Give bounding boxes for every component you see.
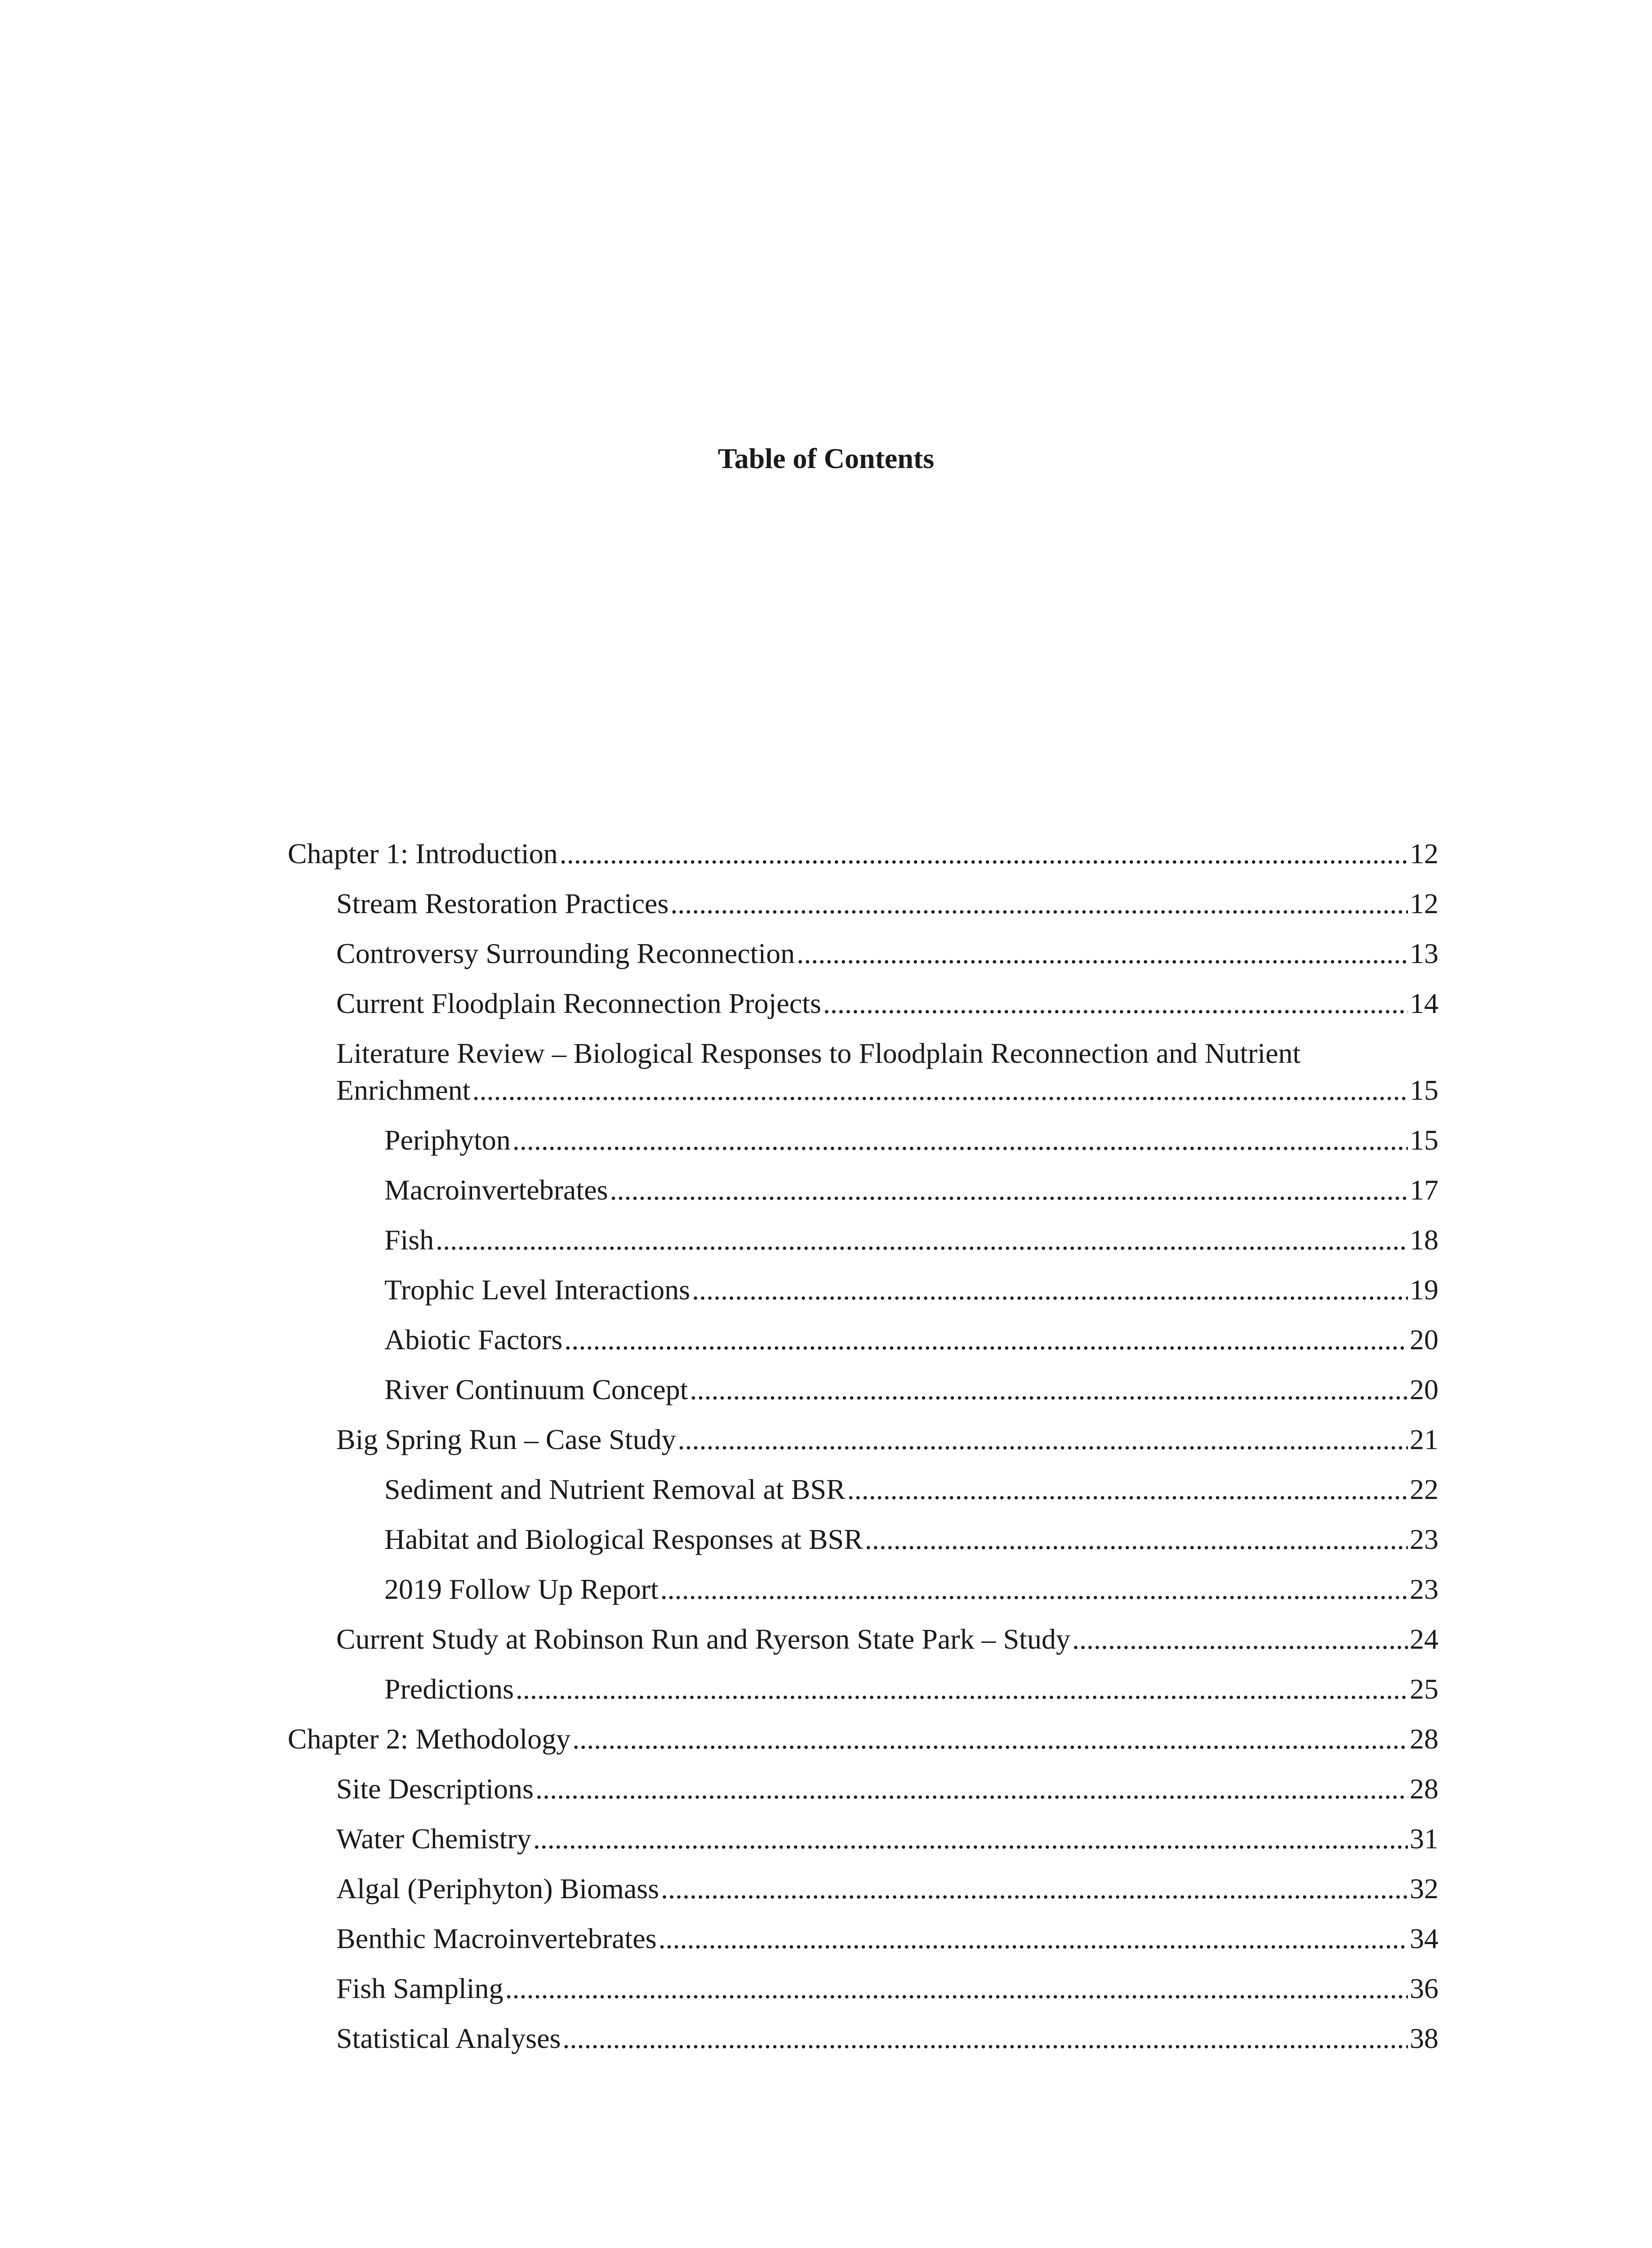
toc-entry-label-line1: Literature Review – Biological Responses to Floodplain Reconnection and Nutrient [336,1037,1301,1069]
toc-entry-page-number: 17 [1410,1174,1438,1206]
toc-entry-label: Chapter 1: Introduction [288,838,558,870]
dot-leader [533,1820,1408,1857]
dot-leader [560,835,1408,872]
dot-leader [661,1870,1408,1907]
toc-entry-label: Chapter 2: Methodology [288,1723,571,1755]
toc-entry-label: Predictions [384,1673,514,1705]
toc-entry-label: Fish [384,1224,434,1256]
toc-entry-line [336,1870,1438,1907]
toc-entry-page-number: 23 [1410,1523,1438,1555]
toc-entry-line [288,1721,1438,1757]
toc-entry[interactable] [288,1172,1438,1209]
toc-entry-label: Habitat and Biological Responses at BSR [384,1523,863,1555]
toc-entry-label: Abiotic Factors [384,1324,563,1356]
toc-entry[interactable] [288,1371,1438,1408]
dot-leader [678,1421,1408,1458]
toc-entry[interactable] [288,1471,1438,1508]
dot-leader [472,1072,1408,1109]
toc-entry-page-number: 21 [1410,1423,1438,1455]
toc-entry-page-number: 32 [1410,1873,1438,1905]
dot-leader [865,1521,1408,1558]
dot-leader [692,1271,1408,1308]
toc-entry-page-number: 38 [1410,2022,1438,2054]
dot-leader [512,1122,1408,1159]
toc-entry[interactable] [288,1671,1438,1708]
toc-entry[interactable] [288,985,1438,1022]
toc-entry[interactable] [288,1521,1438,1558]
toc-entry-label: Big Spring Run – Case Study [336,1423,676,1455]
toc-entry-label: Stream Restoration Practices [336,888,669,919]
toc-entry-label: Fish Sampling [336,1972,503,2004]
dot-leader [659,1920,1408,1957]
toc-entry-page-number: 13 [1410,937,1438,969]
toc-entry[interactable] [288,835,1438,872]
toc-entry-label: Benthic Macroinvertebrates [336,1922,657,1954]
toc-entry-label: Periphyton [384,1124,511,1156]
toc-entry-page-number: 34 [1410,1922,1438,1954]
toc-entry-label: Site Descriptions [336,1773,534,1805]
toc-entry-page-number: 23 [1410,1573,1438,1605]
toc-entry-page-number: 20 [1410,1374,1438,1405]
toc-entry-line [384,1271,1438,1308]
dot-leader [572,1721,1408,1757]
toc-entry-line [384,1671,1438,1708]
toc-entry-line [384,1122,1438,1159]
toc-entry[interactable] [288,2020,1438,2057]
toc-entry-page-number: 28 [1410,1773,1438,1805]
toc-entry[interactable] [288,885,1438,922]
toc-entry-line [336,1421,1438,1458]
toc-entry-page-number: 20 [1410,1324,1438,1356]
dot-leader [660,1571,1408,1608]
dot-leader [535,1771,1408,1807]
toc-entry[interactable] [288,1621,1438,1658]
toc-entry-line [288,835,1438,872]
toc-entry-label: 2019 Follow Up Report [384,1573,659,1605]
toc-entry[interactable] [288,1771,1438,1807]
toc-entry-line [336,1771,1438,1807]
toc-entry[interactable] [288,1271,1438,1308]
toc-entry-label: Enrichment [336,1074,471,1106]
toc-entry-line [336,1621,1438,1658]
toc-entry-label: Statistical Analyses [336,2022,561,2054]
toc-entry[interactable] [288,1820,1438,1857]
toc-entry-label: Trophic Level Interactions [384,1274,690,1306]
toc-entry-page-number: 18 [1410,1224,1438,1256]
toc-entry[interactable] [288,1222,1438,1258]
toc-entry-page-number: 15 [1410,1074,1438,1106]
toc-entry-page-number: 12 [1410,838,1438,870]
dot-leader [1072,1621,1408,1658]
dot-leader [563,2020,1408,2057]
toc-entry-line [336,2020,1438,2057]
toc-entry-label: Current Floodplain Reconnection Projects [336,987,821,1019]
toc-entry-line [336,1920,1438,1957]
toc-entry-line [384,1471,1438,1508]
dot-leader [436,1222,1408,1258]
toc-entry-label: Controversy Surrounding Reconnection [336,937,795,969]
toc-entry-line [384,1172,1438,1209]
dot-leader [847,1471,1408,1508]
dot-leader [564,1321,1408,1358]
toc-entry-page-number: 22 [1410,1473,1438,1505]
toc-entry[interactable] [288,1870,1438,1907]
dot-leader [823,985,1408,1022]
toc-entry-line [336,1970,1438,2007]
toc-entry-label: Current Study at Robinson Run and Ryerson State Park – Study [336,1623,1070,1655]
toc-entry-line [384,1371,1438,1408]
toc-entry[interactable] [288,1421,1438,1458]
toc-entry[interactable] [288,935,1438,972]
toc-entry[interactable] [288,1721,1438,1757]
toc-entry-line [384,1571,1438,1608]
toc-entry-page-number: 25 [1410,1673,1438,1705]
toc-entry-line [336,985,1438,1022]
toc-entry[interactable] [288,1321,1438,1358]
toc-entry-label: River Continuum Concept [384,1374,688,1405]
toc-entry-page-number: 31 [1410,1823,1438,1855]
toc-entry-line [384,1321,1438,1358]
toc-entry[interactable] [288,1571,1438,1608]
toc-entry-label: Sediment and Nutrient Removal at BSR [384,1473,846,1505]
toc-entry-page-number: 19 [1410,1274,1438,1306]
toc-entry[interactable] [288,1122,1438,1159]
toc-entry-page-number: 14 [1410,987,1438,1019]
toc-entry-label: Algal (Periphyton) Biomass [336,1873,659,1905]
page-title: Table of Contents [717,442,935,474]
toc-entry-line [336,1820,1438,1857]
dot-leader [797,935,1408,972]
toc-entry-page-number: 15 [1410,1124,1438,1156]
toc-entry-page-number: 24 [1410,1623,1438,1655]
toc-entry-line [384,1222,1438,1258]
dot-leader [670,885,1408,922]
toc-entry-line [336,935,1438,972]
toc-entry[interactable] [288,1970,1438,2007]
toc-entry-page-number: 36 [1410,1972,1438,2004]
toc-entry-line [336,1072,1438,1109]
toc-entry-page-number: 12 [1410,888,1438,919]
dot-leader [505,1970,1408,2007]
toc-entry[interactable] [288,1035,1438,1109]
toc-entry-label: Water Chemistry [336,1823,531,1855]
toc-entry[interactable] [288,1920,1438,1957]
dot-leader [610,1172,1408,1209]
toc-entry-label: Macroinvertebrates [384,1174,608,1206]
toc-entry-line [336,885,1438,922]
toc-entry-line [384,1521,1438,1558]
toc-entry-page-number: 28 [1410,1723,1438,1755]
table-of-contents [288,835,1438,2070]
dot-leader [690,1371,1408,1408]
dot-leader [516,1671,1408,1708]
